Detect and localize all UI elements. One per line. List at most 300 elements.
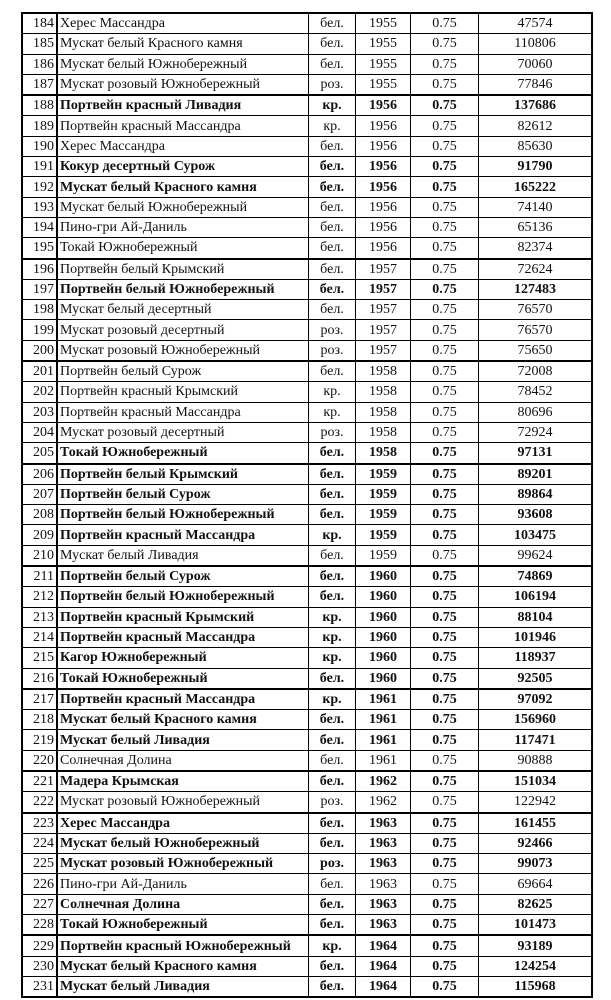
wine-name-cell: Портвейн белый Южнобережный bbox=[57, 279, 309, 299]
bottle-volume-cell: 0.75 bbox=[411, 484, 479, 504]
bottle-volume-cell: 0.75 bbox=[411, 545, 479, 566]
vintage-year-cell: 1963 bbox=[356, 813, 411, 834]
wine-color-cell: кр. bbox=[309, 116, 356, 136]
bottle-volume-cell: 0.75 bbox=[411, 771, 479, 792]
wine-color-cell: бел. bbox=[309, 587, 356, 607]
row-number-cell: 210 bbox=[22, 545, 57, 566]
bottle-volume-cell: 0.75 bbox=[411, 915, 479, 936]
vintage-year-cell: 1960 bbox=[356, 587, 411, 607]
vintage-year-cell: 1957 bbox=[356, 279, 411, 299]
bottle-volume-cell: 0.75 bbox=[411, 813, 479, 834]
vintage-year-cell: 1957 bbox=[356, 320, 411, 340]
row-number-cell: 193 bbox=[22, 197, 57, 217]
table-row bbox=[22, 710, 592, 730]
price-value-cell: 115968 bbox=[479, 976, 593, 997]
row-number-cell: 197 bbox=[22, 279, 57, 299]
bottle-volume-cell: 0.75 bbox=[411, 320, 479, 340]
table-row bbox=[22, 935, 592, 956]
row-number-cell: 185 bbox=[22, 34, 57, 54]
bottle-volume-cell: 0.75 bbox=[411, 136, 479, 156]
wine-name-cell: Портвейн красный Южнобережный bbox=[57, 935, 309, 956]
price-value-cell: 89864 bbox=[479, 484, 593, 504]
vintage-year-cell: 1956 bbox=[356, 95, 411, 116]
row-number-cell: 219 bbox=[22, 730, 57, 750]
wine-name-cell: Портвейн красный Ливадия bbox=[57, 95, 309, 116]
wine-name-cell: Кокур десертный Сурож bbox=[57, 157, 309, 177]
vintage-year-cell: 1959 bbox=[356, 484, 411, 504]
wine-color-cell: бел. bbox=[309, 300, 356, 320]
price-value-cell: 80696 bbox=[479, 402, 593, 422]
price-value-cell: 89201 bbox=[479, 464, 593, 485]
price-value-cell: 75650 bbox=[479, 340, 593, 361]
table-row bbox=[22, 607, 592, 627]
price-value-cell: 90888 bbox=[479, 750, 593, 771]
wine-color-cell: роз. bbox=[309, 74, 356, 95]
table-row bbox=[22, 505, 592, 525]
bottle-volume-cell: 0.75 bbox=[411, 382, 479, 402]
wine-color-cell: бел. bbox=[309, 136, 356, 156]
price-value-cell: 99624 bbox=[479, 545, 593, 566]
wine-name-cell: Мускат розовый Южнобережный bbox=[57, 854, 309, 874]
wine-name-cell: Мускат белый Южнобережный bbox=[57, 833, 309, 853]
wine-name-cell: Портвейн белый Южнобережный bbox=[57, 505, 309, 525]
wine-name-cell: Портвейн красный Массандра bbox=[57, 525, 309, 545]
bottle-volume-cell: 0.75 bbox=[411, 833, 479, 853]
wine-color-cell: роз. bbox=[309, 340, 356, 361]
table-row bbox=[22, 648, 592, 668]
row-number-cell: 203 bbox=[22, 402, 57, 422]
bottle-volume-cell: 0.75 bbox=[411, 443, 479, 464]
table-row bbox=[22, 382, 592, 402]
wine-name-cell: Портвейн белый Сурож bbox=[57, 361, 309, 382]
wine-color-cell: бел. bbox=[309, 279, 356, 299]
table-row bbox=[22, 525, 592, 545]
wine-color-cell: бел. bbox=[309, 750, 356, 771]
row-number-cell: 205 bbox=[22, 443, 57, 464]
row-number-cell: 227 bbox=[22, 894, 57, 914]
price-value-cell: 156960 bbox=[479, 710, 593, 730]
wine-color-cell: бел. bbox=[309, 34, 356, 54]
table-row bbox=[22, 894, 592, 914]
price-value-cell: 70060 bbox=[479, 54, 593, 74]
wine-name-cell: Портвейн белый Крымский bbox=[57, 259, 309, 280]
table-row bbox=[22, 340, 592, 361]
row-number-cell: 187 bbox=[22, 74, 57, 95]
wine-name-cell: Мускат белый Ливадия bbox=[57, 730, 309, 750]
wine-color-cell: бел. bbox=[309, 259, 356, 280]
table-row bbox=[22, 443, 592, 464]
bottle-volume-cell: 0.75 bbox=[411, 402, 479, 422]
wine-name-cell: Портвейн красный Массандра bbox=[57, 116, 309, 136]
row-number-cell: 213 bbox=[22, 607, 57, 627]
wine-color-cell: бел. bbox=[309, 915, 356, 936]
bottle-volume-cell: 0.75 bbox=[411, 177, 479, 197]
bottle-volume-cell: 0.75 bbox=[411, 648, 479, 668]
wine-name-cell: Портвейн красный Крымский bbox=[57, 607, 309, 627]
wine-color-cell: бел. bbox=[309, 157, 356, 177]
wine-color-cell: кр. bbox=[309, 689, 356, 710]
vintage-year-cell: 1959 bbox=[356, 525, 411, 545]
vintage-year-cell: 1961 bbox=[356, 730, 411, 750]
vintage-year-cell: 1960 bbox=[356, 668, 411, 689]
price-value-cell: 106194 bbox=[479, 587, 593, 607]
wine-color-cell: бел. bbox=[309, 238, 356, 259]
wine-color-cell: бел. bbox=[309, 894, 356, 914]
table-row bbox=[22, 689, 592, 710]
vintage-year-cell: 1959 bbox=[356, 464, 411, 485]
row-number-cell: 207 bbox=[22, 484, 57, 504]
bottle-volume-cell: 0.75 bbox=[411, 95, 479, 116]
wine-name-cell: Мускат белый Красного камня bbox=[57, 710, 309, 730]
row-number-cell: 206 bbox=[22, 464, 57, 485]
wine-name-cell: Мускат белый десертный bbox=[57, 300, 309, 320]
bottle-volume-cell: 0.75 bbox=[411, 505, 479, 525]
price-value-cell: 161455 bbox=[479, 813, 593, 834]
wine-color-cell: кр. bbox=[309, 382, 356, 402]
row-number-cell: 224 bbox=[22, 833, 57, 853]
price-value-cell: 77846 bbox=[479, 74, 593, 95]
price-value-cell: 124254 bbox=[479, 956, 593, 976]
table-row bbox=[22, 874, 592, 894]
row-number-cell: 223 bbox=[22, 813, 57, 834]
wine-color-cell: бел. bbox=[309, 730, 356, 750]
bottle-volume-cell: 0.75 bbox=[411, 157, 479, 177]
table-row bbox=[22, 422, 592, 442]
price-value-cell: 122942 bbox=[479, 792, 593, 813]
wine-name-cell: Мускат белый Красного камня bbox=[57, 34, 309, 54]
vintage-year-cell: 1958 bbox=[356, 422, 411, 442]
table-row bbox=[22, 402, 592, 422]
row-number-cell: 214 bbox=[22, 627, 57, 647]
table-row bbox=[22, 464, 592, 485]
price-value-cell: 65136 bbox=[479, 217, 593, 237]
price-value-cell: 103475 bbox=[479, 525, 593, 545]
row-number-cell: 231 bbox=[22, 976, 57, 997]
row-number-cell: 190 bbox=[22, 136, 57, 156]
row-number-cell: 192 bbox=[22, 177, 57, 197]
wine-color-cell: роз. bbox=[309, 320, 356, 340]
price-value-cell: 91790 bbox=[479, 157, 593, 177]
bottle-volume-cell: 0.75 bbox=[411, 710, 479, 730]
wine-name-cell: Мускат розовый Южнобережный bbox=[57, 74, 309, 95]
bottle-volume-cell: 0.75 bbox=[411, 566, 479, 587]
wine-color-cell: бел. bbox=[309, 361, 356, 382]
row-number-cell: 199 bbox=[22, 320, 57, 340]
price-value-cell: 72008 bbox=[479, 361, 593, 382]
wine-color-cell: кр. bbox=[309, 95, 356, 116]
row-number-cell: 228 bbox=[22, 915, 57, 936]
wine-name-cell: Токай Южнобережный bbox=[57, 443, 309, 464]
bottle-volume-cell: 0.75 bbox=[411, 54, 479, 74]
row-number-cell: 194 bbox=[22, 217, 57, 237]
wine-color-cell: бел. bbox=[309, 545, 356, 566]
price-value-cell: 93189 bbox=[479, 935, 593, 956]
bottle-volume-cell: 0.75 bbox=[411, 668, 479, 689]
price-value-cell: 76570 bbox=[479, 320, 593, 340]
table-row bbox=[22, 136, 592, 156]
wine-name-cell: Мускат белый Ливадия bbox=[57, 976, 309, 997]
wine-color-cell: бел. bbox=[309, 771, 356, 792]
row-number-cell: 200 bbox=[22, 340, 57, 361]
table-row bbox=[22, 566, 592, 587]
wine-color-cell: кр. bbox=[309, 627, 356, 647]
table-row bbox=[22, 238, 592, 259]
table-row bbox=[22, 484, 592, 504]
vintage-year-cell: 1962 bbox=[356, 771, 411, 792]
vintage-year-cell: 1955 bbox=[356, 13, 411, 34]
bottle-volume-cell: 0.75 bbox=[411, 894, 479, 914]
table-row bbox=[22, 320, 592, 340]
wine-color-cell: бел. bbox=[309, 13, 356, 34]
row-number-cell: 196 bbox=[22, 259, 57, 280]
bottle-volume-cell: 0.75 bbox=[411, 689, 479, 710]
wine-name-cell: Токай Южнобережный bbox=[57, 238, 309, 259]
row-number-cell: 220 bbox=[22, 750, 57, 771]
wine-color-cell: бел. bbox=[309, 197, 356, 217]
wine-color-cell: бел. bbox=[309, 976, 356, 997]
vintage-year-cell: 1956 bbox=[356, 197, 411, 217]
wine-name-cell: Кагор Южнобережный bbox=[57, 648, 309, 668]
bottle-volume-cell: 0.75 bbox=[411, 217, 479, 237]
table-row bbox=[22, 217, 592, 237]
table-row bbox=[22, 792, 592, 813]
row-number-cell: 204 bbox=[22, 422, 57, 442]
vintage-year-cell: 1964 bbox=[356, 935, 411, 956]
vintage-year-cell: 1956 bbox=[356, 157, 411, 177]
row-number-cell: 195 bbox=[22, 238, 57, 259]
price-value-cell: 117471 bbox=[479, 730, 593, 750]
bottle-volume-cell: 0.75 bbox=[411, 74, 479, 95]
bottle-volume-cell: 0.75 bbox=[411, 607, 479, 627]
row-number-cell: 212 bbox=[22, 587, 57, 607]
wine-name-cell: Портвейн красный Массандра bbox=[57, 689, 309, 710]
price-value-cell: 137686 bbox=[479, 95, 593, 116]
vintage-year-cell: 1961 bbox=[356, 750, 411, 771]
table-row bbox=[22, 587, 592, 607]
price-value-cell: 72924 bbox=[479, 422, 593, 442]
row-number-cell: 226 bbox=[22, 874, 57, 894]
table-row bbox=[22, 361, 592, 382]
row-number-cell: 184 bbox=[22, 13, 57, 34]
row-number-cell: 222 bbox=[22, 792, 57, 813]
price-value-cell: 99073 bbox=[479, 854, 593, 874]
price-value-cell: 97131 bbox=[479, 443, 593, 464]
table-row bbox=[22, 116, 592, 136]
bottle-volume-cell: 0.75 bbox=[411, 197, 479, 217]
table-row bbox=[22, 177, 592, 197]
table-row bbox=[22, 730, 592, 750]
bottle-volume-cell: 0.75 bbox=[411, 750, 479, 771]
wine-name-cell: Портвейн белый Сурож bbox=[57, 484, 309, 504]
wine-name-cell: Мускат розовый Южнобережный bbox=[57, 792, 309, 813]
wine-name-cell: Мускат белый Красного камня bbox=[57, 956, 309, 976]
wine-price-table bbox=[21, 12, 593, 998]
wine-name-cell: Херес Массандра bbox=[57, 13, 309, 34]
table-row bbox=[22, 54, 592, 74]
price-value-cell: 110806 bbox=[479, 34, 593, 54]
price-value-cell: 127483 bbox=[479, 279, 593, 299]
table-row bbox=[22, 197, 592, 217]
vintage-year-cell: 1961 bbox=[356, 710, 411, 730]
wine-name-cell: Портвейн красный Крымский bbox=[57, 382, 309, 402]
wine-name-cell: Пино-гри Ай-Даниль bbox=[57, 217, 309, 237]
table-row bbox=[22, 854, 592, 874]
bottle-volume-cell: 0.75 bbox=[411, 976, 479, 997]
row-number-cell: 225 bbox=[22, 854, 57, 874]
row-number-cell: 211 bbox=[22, 566, 57, 587]
vintage-year-cell: 1963 bbox=[356, 854, 411, 874]
table-row bbox=[22, 956, 592, 976]
table-row bbox=[22, 915, 592, 936]
bottle-volume-cell: 0.75 bbox=[411, 259, 479, 280]
bottle-volume-cell: 0.75 bbox=[411, 587, 479, 607]
price-value-cell: 74140 bbox=[479, 197, 593, 217]
bottle-volume-cell: 0.75 bbox=[411, 13, 479, 34]
price-value-cell: 82625 bbox=[479, 894, 593, 914]
table-row bbox=[22, 668, 592, 689]
price-value-cell: 82612 bbox=[479, 116, 593, 136]
vintage-year-cell: 1963 bbox=[356, 915, 411, 936]
bottle-volume-cell: 0.75 bbox=[411, 525, 479, 545]
bottle-volume-cell: 0.75 bbox=[411, 854, 479, 874]
wine-name-cell: Мускат белый Ливадия bbox=[57, 545, 309, 566]
vintage-year-cell: 1955 bbox=[356, 54, 411, 74]
row-number-cell: 221 bbox=[22, 771, 57, 792]
row-number-cell: 208 bbox=[22, 505, 57, 525]
table-row bbox=[22, 279, 592, 299]
vintage-year-cell: 1964 bbox=[356, 976, 411, 997]
vintage-year-cell: 1959 bbox=[356, 505, 411, 525]
bottle-volume-cell: 0.75 bbox=[411, 874, 479, 894]
price-value-cell: 74869 bbox=[479, 566, 593, 587]
table-row bbox=[22, 95, 592, 116]
vintage-year-cell: 1963 bbox=[356, 833, 411, 853]
price-value-cell: 85630 bbox=[479, 136, 593, 156]
wine-color-cell: бел. bbox=[309, 505, 356, 525]
table-row bbox=[22, 833, 592, 853]
price-value-cell: 72624 bbox=[479, 259, 593, 280]
vintage-year-cell: 1956 bbox=[356, 116, 411, 136]
wine-color-cell: кр. bbox=[309, 525, 356, 545]
table-row bbox=[22, 627, 592, 647]
vintage-year-cell: 1958 bbox=[356, 443, 411, 464]
price-value-cell: 88104 bbox=[479, 607, 593, 627]
table-row bbox=[22, 74, 592, 95]
table-row bbox=[22, 259, 592, 280]
wine-color-cell: бел. bbox=[309, 668, 356, 689]
table-row bbox=[22, 771, 592, 792]
wine-name-cell: Солнечная Долина bbox=[57, 750, 309, 771]
wine-name-cell: Мускат белый Красного камня bbox=[57, 177, 309, 197]
row-number-cell: 189 bbox=[22, 116, 57, 136]
wine-color-cell: роз. bbox=[309, 422, 356, 442]
wine-color-cell: бел. bbox=[309, 443, 356, 464]
wine-color-cell: кр. bbox=[309, 935, 356, 956]
wine-name-cell: Мускат розовый десертный bbox=[57, 422, 309, 442]
wine-name-cell: Мускат белый Южнобережный bbox=[57, 54, 309, 74]
table-row bbox=[22, 300, 592, 320]
wine-color-cell: бел. bbox=[309, 813, 356, 834]
bottle-volume-cell: 0.75 bbox=[411, 300, 479, 320]
wine-name-cell: Пино-гри Ай-Даниль bbox=[57, 874, 309, 894]
wine-color-cell: бел. bbox=[309, 566, 356, 587]
price-value-cell: 151034 bbox=[479, 771, 593, 792]
price-value-cell: 92505 bbox=[479, 668, 593, 689]
wine-color-cell: кр. bbox=[309, 648, 356, 668]
row-number-cell: 218 bbox=[22, 710, 57, 730]
row-number-cell: 186 bbox=[22, 54, 57, 74]
row-number-cell: 202 bbox=[22, 382, 57, 402]
wine-color-cell: роз. bbox=[309, 854, 356, 874]
bottle-volume-cell: 0.75 bbox=[411, 340, 479, 361]
table-body bbox=[22, 13, 592, 997]
price-value-cell: 78452 bbox=[479, 382, 593, 402]
wine-color-cell: бел. bbox=[309, 217, 356, 237]
price-value-cell: 101946 bbox=[479, 627, 593, 647]
vintage-year-cell: 1960 bbox=[356, 566, 411, 587]
price-value-cell: 69664 bbox=[479, 874, 593, 894]
wine-color-cell: бел. bbox=[309, 710, 356, 730]
vintage-year-cell: 1956 bbox=[356, 177, 411, 197]
price-value-cell: 97092 bbox=[479, 689, 593, 710]
row-number-cell: 216 bbox=[22, 668, 57, 689]
wine-name-cell: Портвейн белый Крымский bbox=[57, 464, 309, 485]
wine-name-cell: Мускат белый Южнобережный bbox=[57, 197, 309, 217]
table-row bbox=[22, 13, 592, 34]
wine-color-cell: бел. bbox=[309, 833, 356, 853]
vintage-year-cell: 1957 bbox=[356, 259, 411, 280]
bottle-volume-cell: 0.75 bbox=[411, 422, 479, 442]
wine-name-cell: Херес Массандра bbox=[57, 136, 309, 156]
vintage-year-cell: 1964 bbox=[356, 956, 411, 976]
vintage-year-cell: 1962 bbox=[356, 792, 411, 813]
wine-name-cell: Портвейн красный Массандра bbox=[57, 402, 309, 422]
bottle-volume-cell: 0.75 bbox=[411, 627, 479, 647]
bottle-volume-cell: 0.75 bbox=[411, 464, 479, 485]
bottle-volume-cell: 0.75 bbox=[411, 238, 479, 259]
table-row bbox=[22, 750, 592, 771]
row-number-cell: 209 bbox=[22, 525, 57, 545]
wine-name-cell: Мадера Крымская bbox=[57, 771, 309, 792]
row-number-cell: 191 bbox=[22, 157, 57, 177]
price-value-cell: 165222 bbox=[479, 177, 593, 197]
row-number-cell: 230 bbox=[22, 956, 57, 976]
vintage-year-cell: 1955 bbox=[356, 34, 411, 54]
wine-name-cell: Мускат розовый десертный bbox=[57, 320, 309, 340]
vintage-year-cell: 1956 bbox=[356, 136, 411, 156]
row-number-cell: 217 bbox=[22, 689, 57, 710]
vintage-year-cell: 1960 bbox=[356, 648, 411, 668]
wine-color-cell: роз. bbox=[309, 792, 356, 813]
vintage-year-cell: 1959 bbox=[356, 545, 411, 566]
price-value-cell: 101473 bbox=[479, 915, 593, 936]
wine-color-cell: кр. bbox=[309, 402, 356, 422]
price-value-cell: 92466 bbox=[479, 833, 593, 853]
price-value-cell: 82374 bbox=[479, 238, 593, 259]
row-number-cell: 188 bbox=[22, 95, 57, 116]
price-value-cell: 118937 bbox=[479, 648, 593, 668]
vintage-year-cell: 1961 bbox=[356, 689, 411, 710]
table-row bbox=[22, 34, 592, 54]
wine-name-cell: Херес Массандра bbox=[57, 813, 309, 834]
wine-name-cell: Солнечная Долина bbox=[57, 894, 309, 914]
wine-color-cell: бел. bbox=[309, 464, 356, 485]
row-number-cell: 229 bbox=[22, 935, 57, 956]
table-row bbox=[22, 813, 592, 834]
vintage-year-cell: 1958 bbox=[356, 402, 411, 422]
bottle-volume-cell: 0.75 bbox=[411, 34, 479, 54]
table-row bbox=[22, 976, 592, 997]
